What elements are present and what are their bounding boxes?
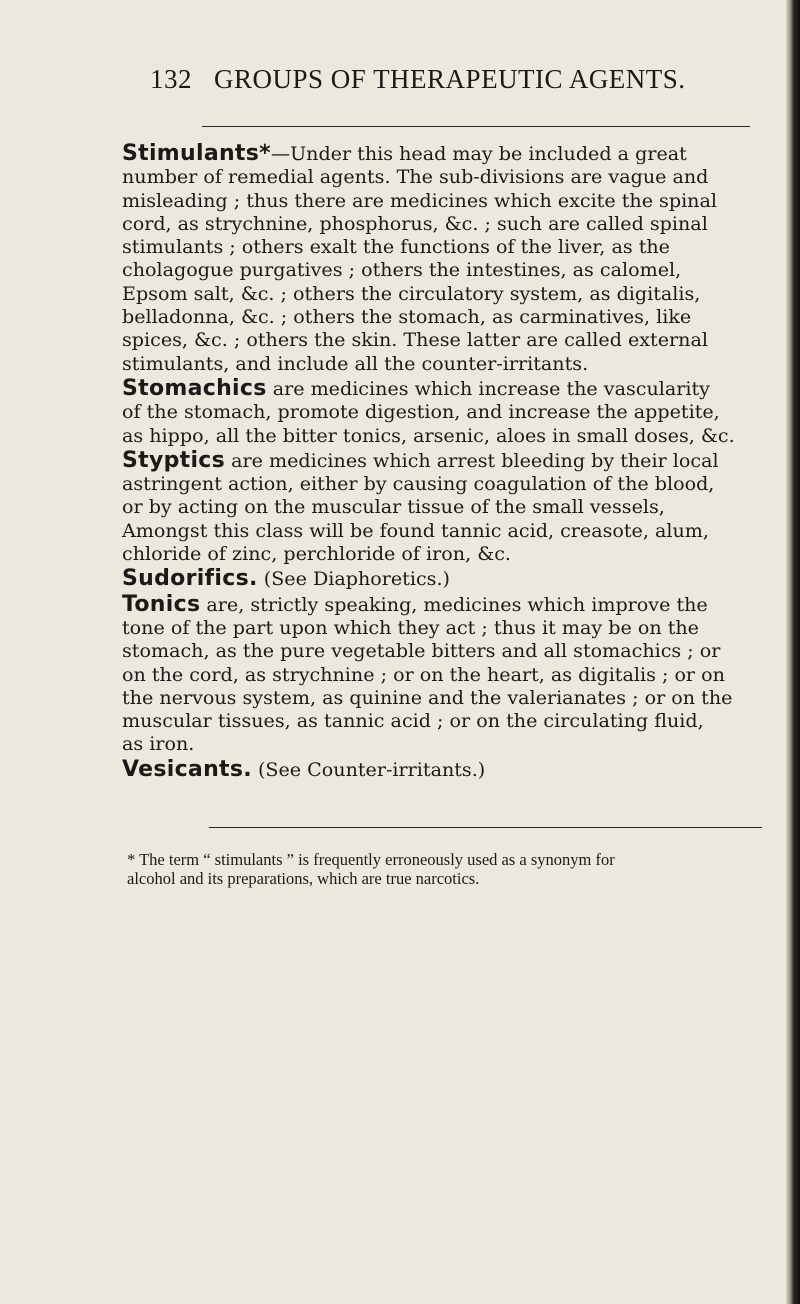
text-line: stimulants, and include all the counter-irritants. (122, 351, 589, 375)
text-line: number of remedial agents. The sub-divisions are vague and (122, 165, 709, 189)
text-line: muscular tissues, as tannic acid ; or on the circulating fluid, (122, 709, 704, 733)
page-number: 132 (150, 64, 192, 94)
entry-text: (See Counter-irritants.) (251, 757, 486, 781)
text-line (122, 567, 772, 590)
text-line: the nervous system, as quinine and the valerianates ; or on the (122, 685, 733, 709)
text-line (122, 593, 772, 616)
text-line: on the cord, as strychnine ; or on the heart, as digitalis ; or on (122, 662, 725, 686)
footnote-rule (209, 827, 762, 828)
text-line (122, 142, 772, 165)
text-line: cholagogue purgatives ; others the intestines, as calomel, (122, 258, 682, 282)
text-line: cord, as strychnine, phosphorus, &c. ; such are called spinal (122, 211, 708, 235)
entry-term: Tonics (122, 591, 201, 617)
running-title: GROUPS OF THERAPEUTIC AGENTS. (214, 64, 686, 94)
entry-stomachics (122, 377, 772, 447)
text-line: chloride of zinc, perchloride of iron, &c. (122, 542, 511, 566)
text-line: stomach, as the pure vegetable bitters and all stomachics ; or (122, 639, 721, 663)
text-line (122, 449, 772, 472)
text-line: stimulants ; others exalt the functions of the liver, as the (122, 235, 670, 259)
entry-text: (See Diaphoretics.) (257, 567, 450, 591)
entry-term: Sudorifics. (122, 566, 258, 592)
entry-styptics (122, 449, 772, 565)
entry-tonics (122, 593, 772, 756)
text-line: as hippo, all the bitter tonics, arsenic, aloes in small doses, &c. (122, 423, 735, 447)
text-line: spices, &c. ; others the skin. These latter are called external (122, 328, 708, 352)
text-line (122, 377, 772, 400)
entry-term: Stomachics (122, 375, 267, 401)
page-edge-shadow (786, 0, 800, 1304)
text-line (122, 758, 772, 781)
entry-text: are, strictly speaking, medicines which improve the (200, 592, 708, 616)
footnote-line: * The term “ stimulants ” is frequently erroneously used as a synonym for (127, 850, 615, 869)
text-line: Epsom salt, &c. ; others the circulatory system, as digitalis, (122, 281, 701, 305)
entry-vesicants (122, 758, 772, 781)
entry-text: —Under this head may be included a great (270, 142, 687, 165)
entry-term: Vesicants. (122, 756, 252, 782)
text-line: of the stomach, promote digestion, and increase the appetite, (122, 400, 720, 424)
text-line: or by acting on the muscular tissue of the small vessels, (122, 495, 665, 519)
text-line: as iron. (122, 732, 195, 756)
entry-term: Styptics (122, 447, 226, 473)
entry-text: are medicines which increase the vascularity (266, 376, 710, 400)
entry-text: are medicines which arrest bleeding by their local (225, 448, 719, 472)
entry-sudorifics (122, 567, 772, 590)
text-line: astringent action, either by causing coagulation of the blood, (122, 472, 715, 496)
text-line: misleading ; thus there are medicines which excite the spinal (122, 188, 717, 212)
text-line: tone of the part upon which they act ; thus it may be on the (122, 615, 699, 639)
running-header (150, 64, 686, 95)
header-rule (202, 126, 750, 127)
footnote (127, 850, 767, 888)
entry-term: Stimulants* (122, 141, 271, 166)
text-line: belladonna, &c. ; others the stomach, as carminatives, like (122, 305, 692, 329)
text-line: Amongst this class will be found tannic acid, creasote, alum, (122, 518, 709, 542)
body-text (122, 142, 772, 783)
footnote-line: alcohol and its preparations, which are true narcotics. (127, 869, 480, 888)
entry-stimulants (122, 142, 772, 375)
